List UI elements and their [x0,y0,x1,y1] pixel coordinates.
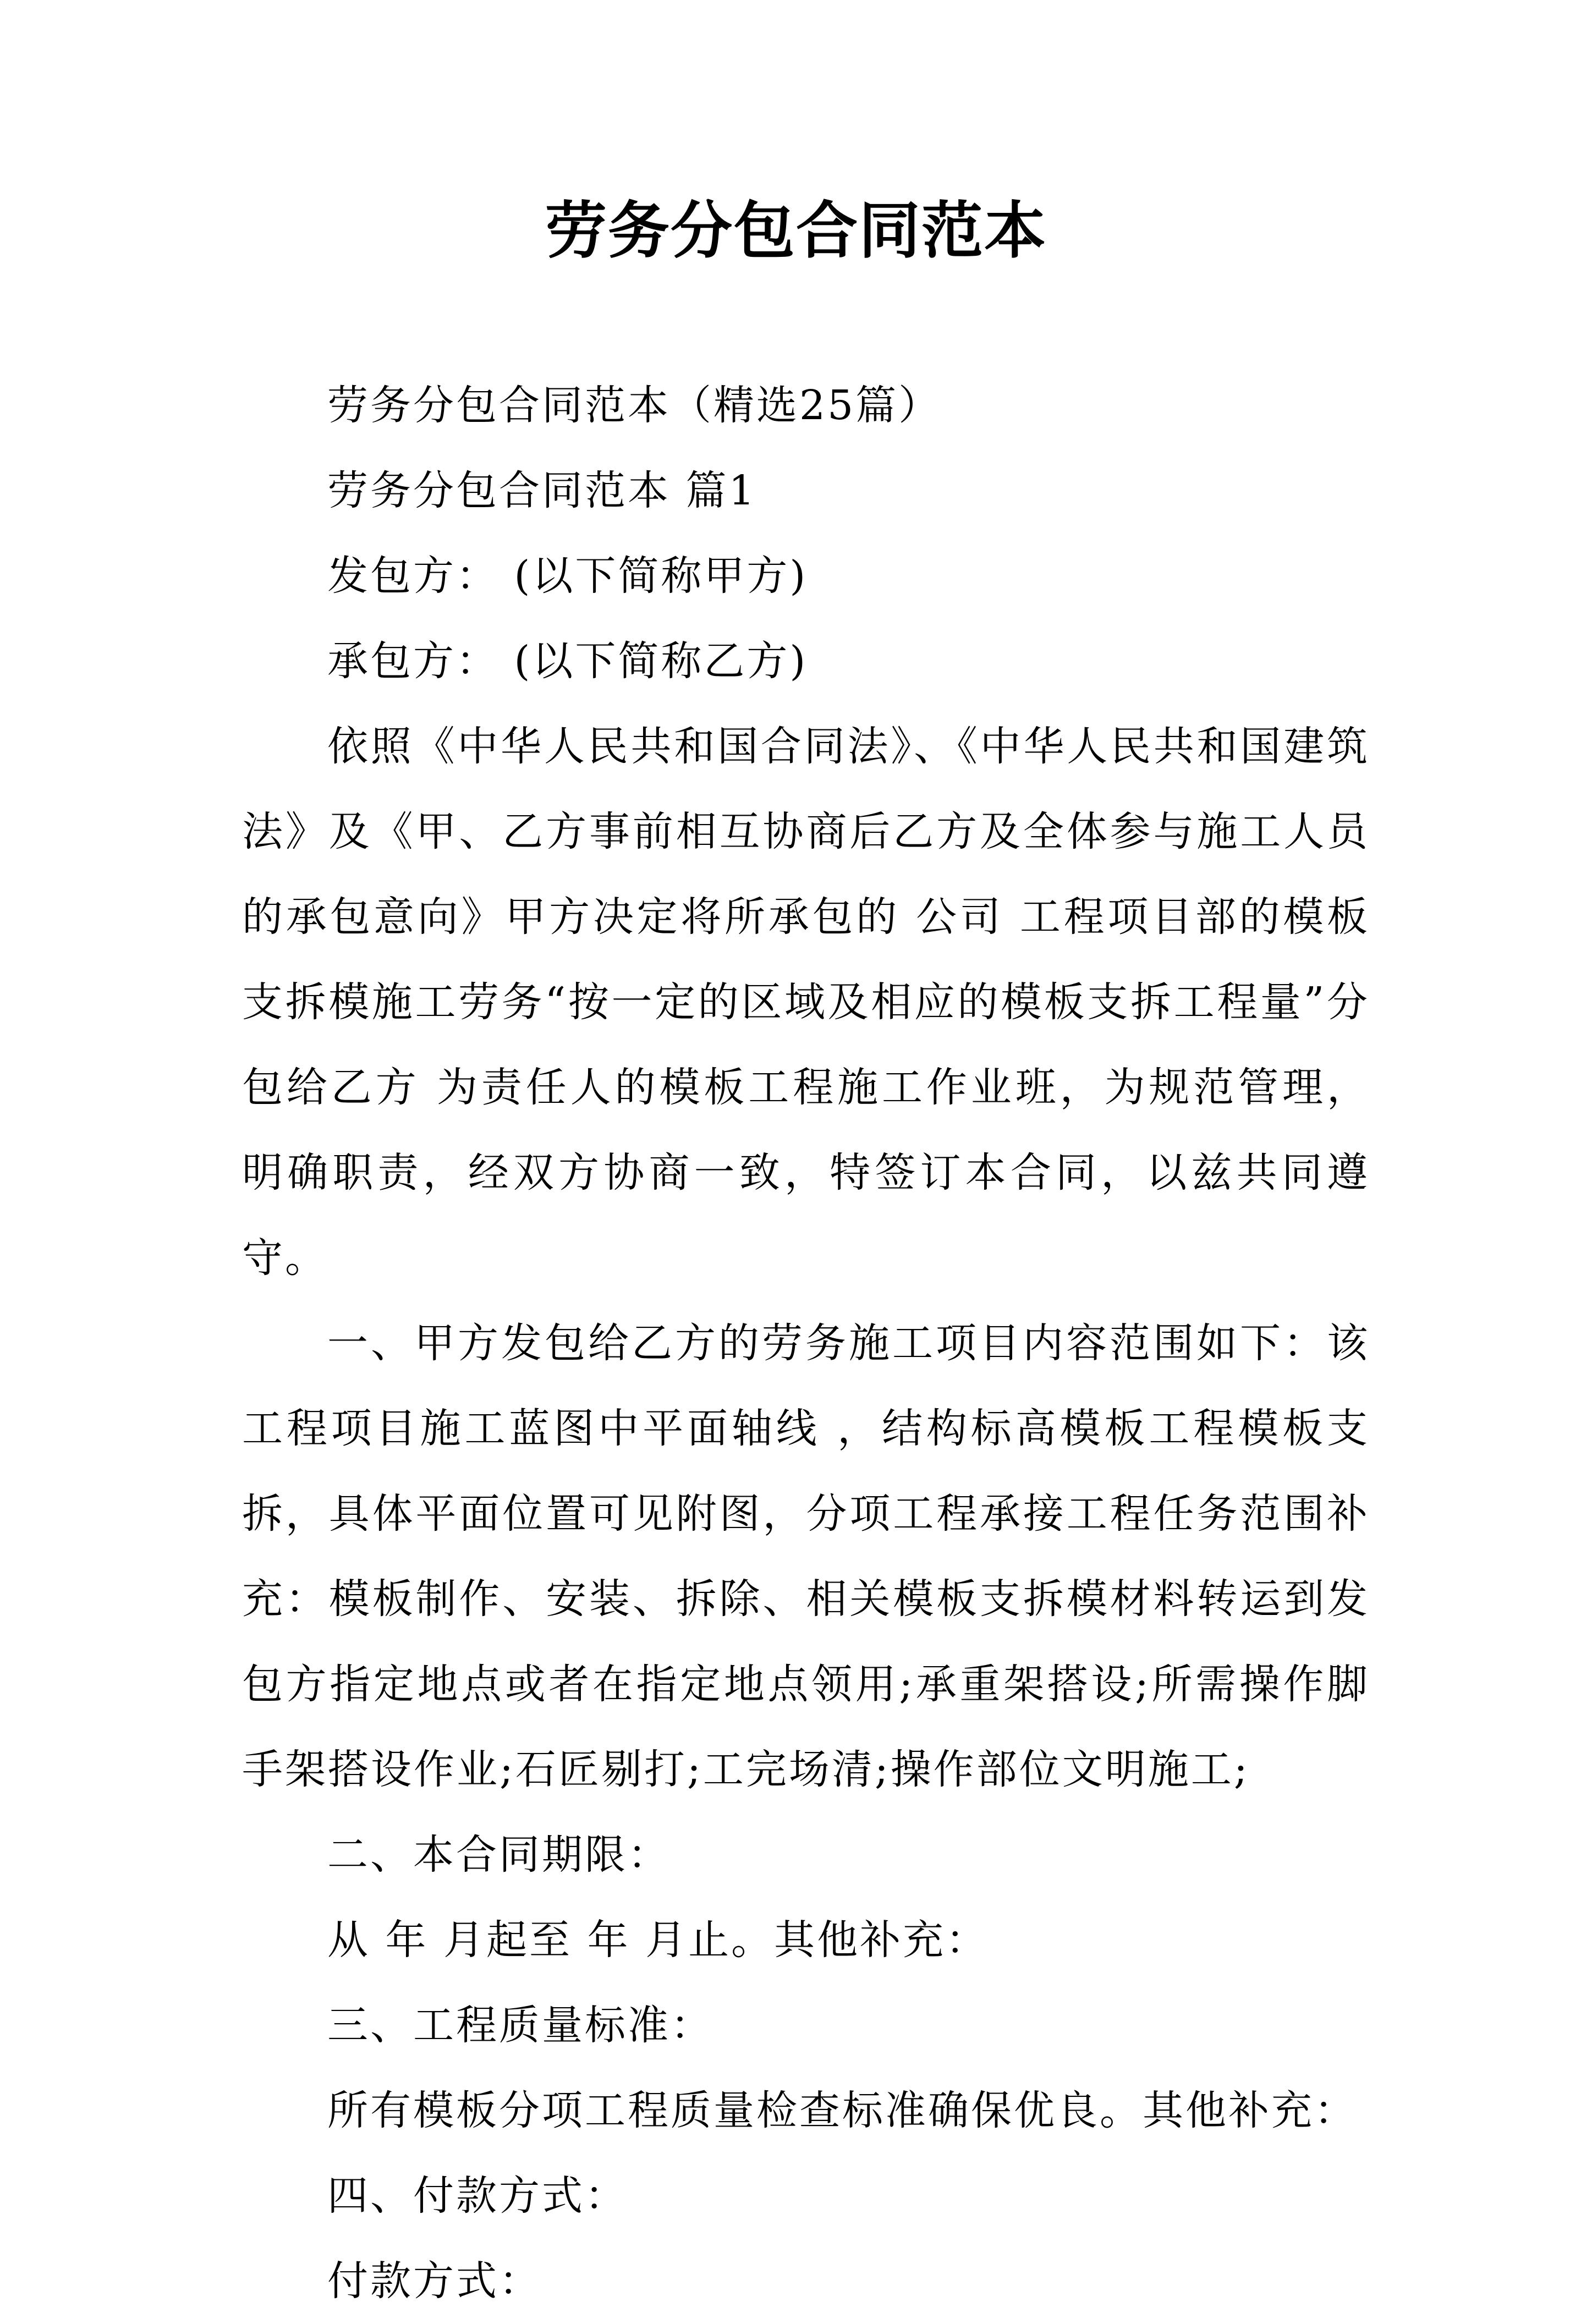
paragraph-party-b: 承包方： (以下简称乙方) [327,638,808,685]
paragraph-quality-body: 所有模板分项工程质量检查标准确保优良。其他补充： [327,2087,1357,2134]
paragraph-party-a: 发包方： (以下简称甲方) [327,552,808,600]
paragraph-quality-heading: 三、工程质量标准： [327,2002,713,2049]
paragraph-preamble: 依照《中华人民共和国合同法》、《中华人民共和国建筑法》及《甲、乙方事前相互协商后乙方及全体参与施工人员的承包意向》甲方决定将所承包的 公司 工程项目部的模板支拆模施工劳务“按一定的区域及相应的模板支拆工程量”分包给乙方 为责任人的模板工程施工作业班，为规范管理，明确职责，经双方协商一致，特签订本合同，以兹共同遵守。 [242,723,1370,1282]
paragraph-collection-heading: 劳务分包合同范本（精选25篇） [327,382,942,429]
paragraph-term-heading: 二、本合同期限： [327,1831,671,1878]
paragraph-term-body: 从 年 月起至 年 月止。其他补充： [327,1916,989,1964]
paragraph-payment-body: 付款方式： [327,2257,542,2305]
document-title: 劳务分包合同范本 [545,195,1047,267]
paragraph-scope: 一、甲方发包给乙方的劳务施工项目内容范围如下：该工程项目施工蓝图中平面轴线 ，结构标高模板工程模板支拆，具体平面位置可见附图，分项工程承接工程任务范围补充：模板制作、安装、拆除、相关模板支拆模材料转运到发包方指定地点或者在指定地点领用;承重架搭设;所需操作脚手架搭设作业;石匠剔打;工完场清;操作部位文明施工; [242,1320,1370,1793]
paragraph-payment-heading: 四、付款方式： [327,2172,628,2219]
paragraph-article-heading: 劳务分包合同范本 篇1 [327,467,757,514]
document-body [242,363,1370,2324]
